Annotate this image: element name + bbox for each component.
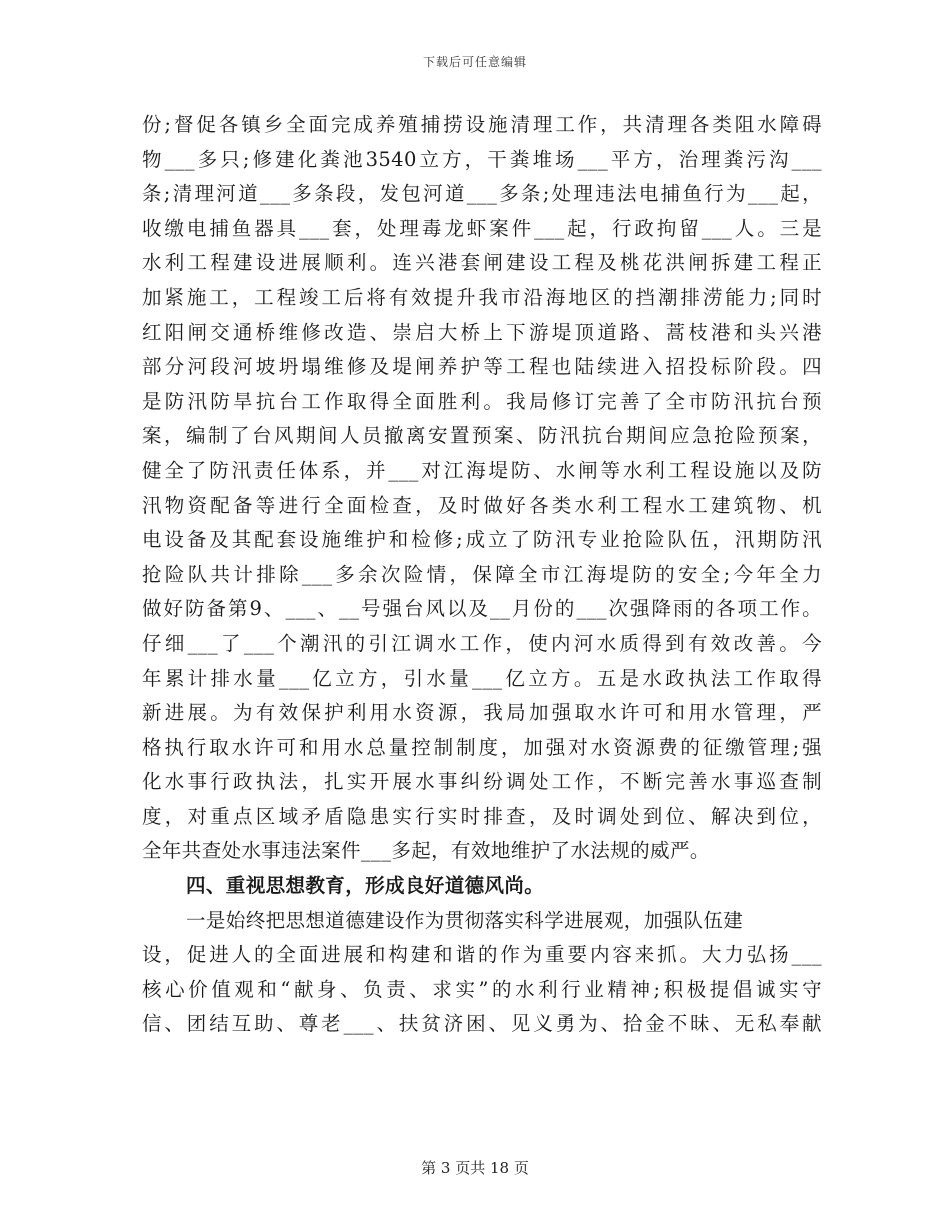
body-line: 红阳闸交通桥维修改造、崇启大桥上下游堤顶道路、蒿枝港和头兴港 <box>142 320 822 344</box>
body-line: 化水事行政执法，扎实开展水事纠纷调处工作，不断完善水事巡查制 <box>142 770 822 794</box>
body-line: 度，对重点区域矛盾隐患实行实时排查，及时调处到位、解决到位， <box>142 804 822 828</box>
body-line: 案，编制了台风期间人员撤离安置预案、防汛抗台期间应急抢险预案， <box>142 424 822 448</box>
body-line: 新进展。为有效保护利用水资源，我局加强取水许可和用水管理，严 <box>142 701 822 725</box>
body-line: 设，促进人的全面进展和构建和谐的作为重要内容来抓。大力弘扬___ <box>142 943 822 967</box>
body-line: 条;清理河道___多条段，发包河道___多条;处理违法电捕鱼行为___起， <box>142 182 822 206</box>
body-line: 信、团结互助、尊老___、扶贫济困、见义勇为、拾金不昧、无私奉献 <box>142 1012 822 1036</box>
body-line: 电设备及其配套设施维护和检修;成立了防汛专业抢险队伍，汛期防汛 <box>142 528 822 552</box>
document-body <box>142 108 822 1042</box>
body-line: 核心价值观和“献身、负责、求实”的水利行业精神;积极提倡诚实守 <box>142 977 822 1001</box>
body-line: 物___多只;修建化粪池3540立方，干粪堆场___平方，治理粪污沟___ <box>142 147 822 171</box>
body-line: 年累计排水量___亿立方，引水量___亿立方。五是水政执法工作取得 <box>142 666 822 690</box>
body-line: 是防汛防旱抗台工作取得全面胜利。我局修订完善了全市防汛抗台预 <box>142 389 822 413</box>
page-header: 下载后可任意编辑 <box>422 55 527 69</box>
body-line: 全年共查处水事违法案件___多起，有效地维护了水法规的威严。 <box>142 839 710 863</box>
body-line: 水利工程建设进展顺利。连兴港套闸建设工程及桃花洪闸拆建工程正 <box>142 251 822 275</box>
body-line: 一是始终把思想道德建设作为贯彻落实科学进展观，加强队伍建 <box>186 908 744 932</box>
body-line: 份;督促各镇乡全面完成养殖捕捞设施清理工作，共清理各类阻水障碍 <box>142 113 822 136</box>
body-line: 收缴电捕鱼器具___套，处理毒龙虾案件___起，行政拘留___人。三是 <box>142 216 822 240</box>
body-line: 格执行取水许可和用水总量控制制度，加强对水资源费的征缴管理;强 <box>142 735 822 759</box>
body-line: 汛物资配备等进行全面检查，及时做好各类水利工程水工建筑物、机 <box>142 493 822 517</box>
body-line: 部分河段河坡坍塌维修及堤闸养护等工程也陆续进入招投标阶段。四 <box>142 355 822 379</box>
section-heading: 四、重视思想教育，形成良好道德风尚。 <box>186 874 545 898</box>
page-number: 第 3 页共 18 页 <box>421 1159 529 1177</box>
body-line: 仔细___了___个潮汛的引江调水工作，使内河水质得到有效改善。今 <box>142 631 822 655</box>
body-line: 抢险队共计排除___多余次险情，保障全市江海堤防的安全;今年全力 <box>142 562 822 586</box>
body-line: 做好防备第9、___、__号强台风以及__月份的___次强降雨的各项工作。 <box>142 597 822 621</box>
body-line: 健全了防汛责任体系，并___对江海堤防、水闸等水利工程设施以及防 <box>142 458 822 482</box>
body-line: 加紧施工，工程竣工后将有效提升我市沿海地区的挡潮排涝能力;同时 <box>142 285 822 309</box>
